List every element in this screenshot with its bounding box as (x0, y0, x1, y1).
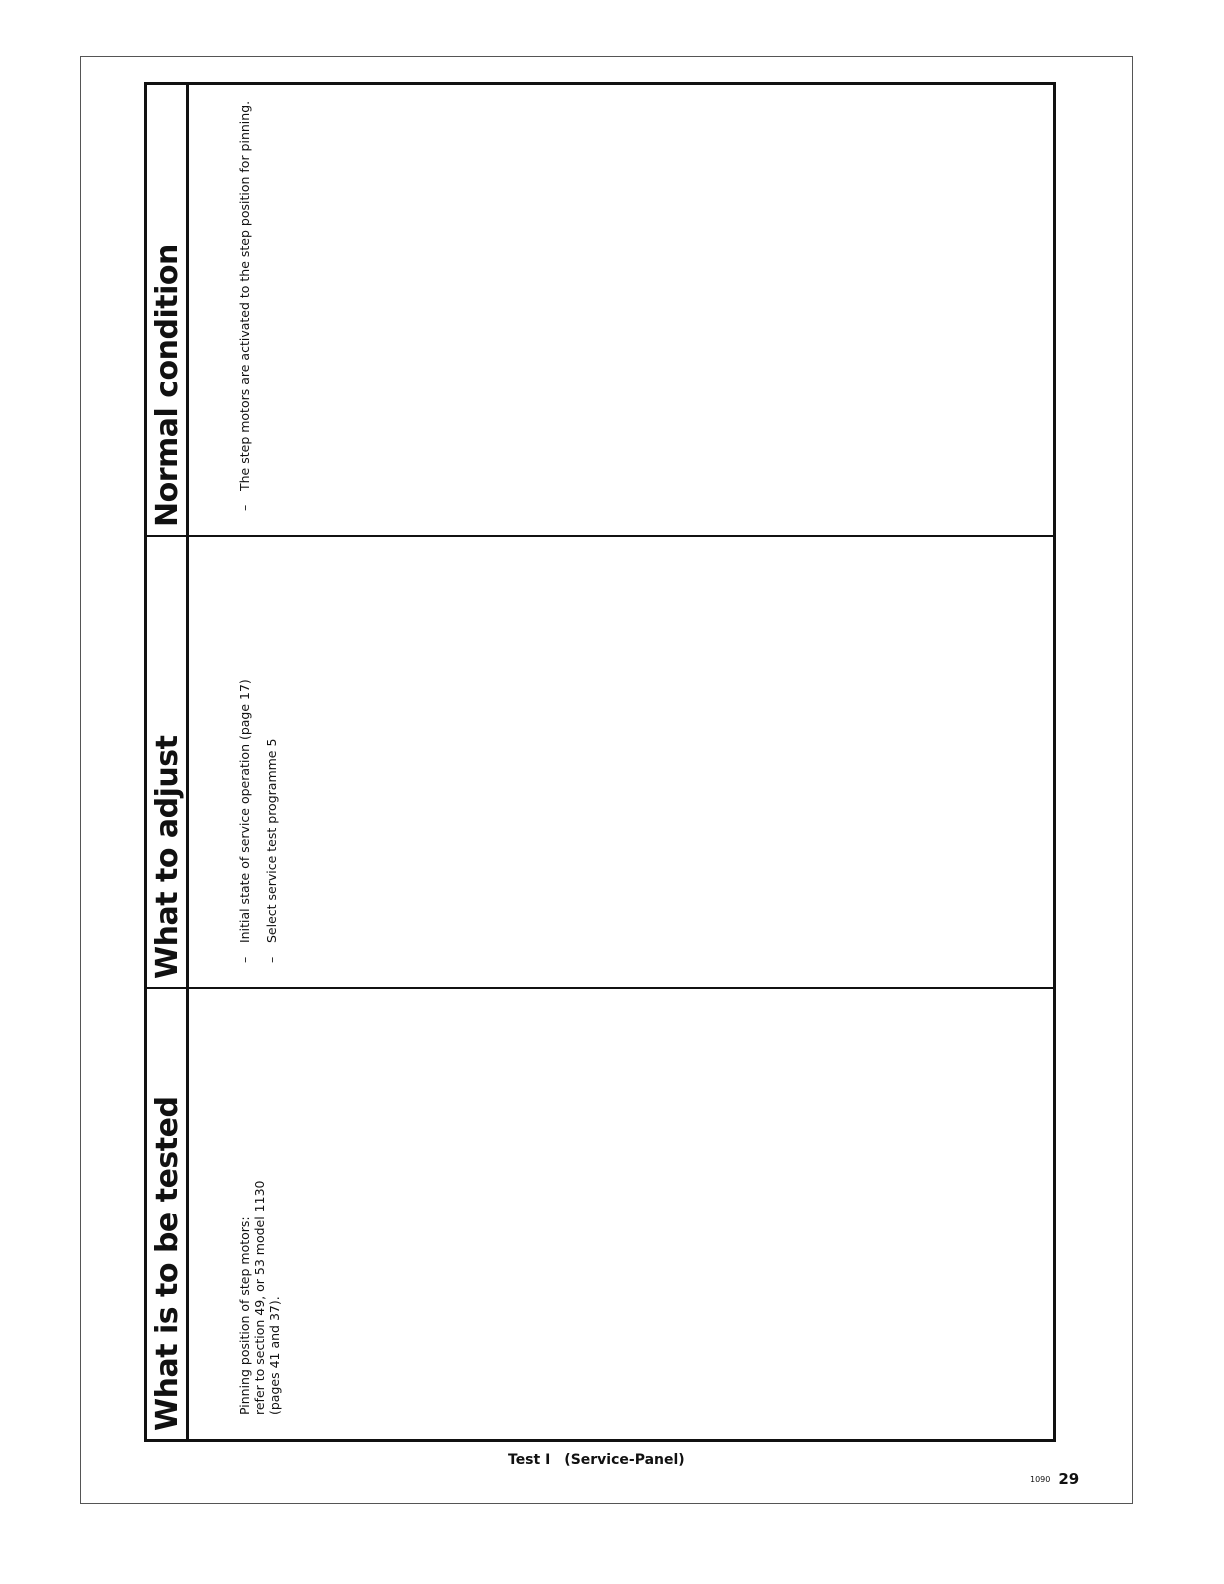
dash-bullet: – (237, 504, 252, 511)
column-heading: What to adjust (147, 537, 189, 987)
column-heading: What is to be tested (147, 989, 189, 1439)
page-footer (508, 1452, 685, 1468)
list-item (237, 549, 252, 963)
tested-description: Pinning position of step motors: refer to section 49, or 53 model 1130 (pages 41 and 37). (237, 1180, 282, 1415)
footer-test-label: Test I (508, 1452, 551, 1468)
dash-bullet: – (264, 956, 279, 963)
column-normal-condition (147, 85, 1053, 535)
column-body (189, 85, 1053, 535)
list-item-text: The step motors are activated to the step position for pinning. (237, 100, 252, 491)
column-what-is-to-be-tested (147, 987, 1053, 1439)
column-what-to-adjust (147, 535, 1053, 987)
list-item (264, 549, 279, 963)
test-table-wrapper (144, 82, 1056, 1442)
footer-panel-label: (Service-Panel) (564, 1452, 685, 1468)
list-item-text: Select service test programme 5 (264, 738, 279, 943)
list-item (237, 97, 252, 511)
test-table (144, 82, 1056, 1442)
dash-bullet: – (237, 956, 252, 963)
list-item-text: Initial state of service operation (page 17) (237, 679, 252, 943)
page-number: 29 (1058, 1470, 1080, 1488)
column-body (189, 537, 1053, 987)
column-heading: Normal condition (147, 85, 189, 535)
column-body (189, 989, 1053, 1439)
document-code: 1090 (1030, 1475, 1051, 1484)
page-number-block (1030, 1470, 1079, 1488)
